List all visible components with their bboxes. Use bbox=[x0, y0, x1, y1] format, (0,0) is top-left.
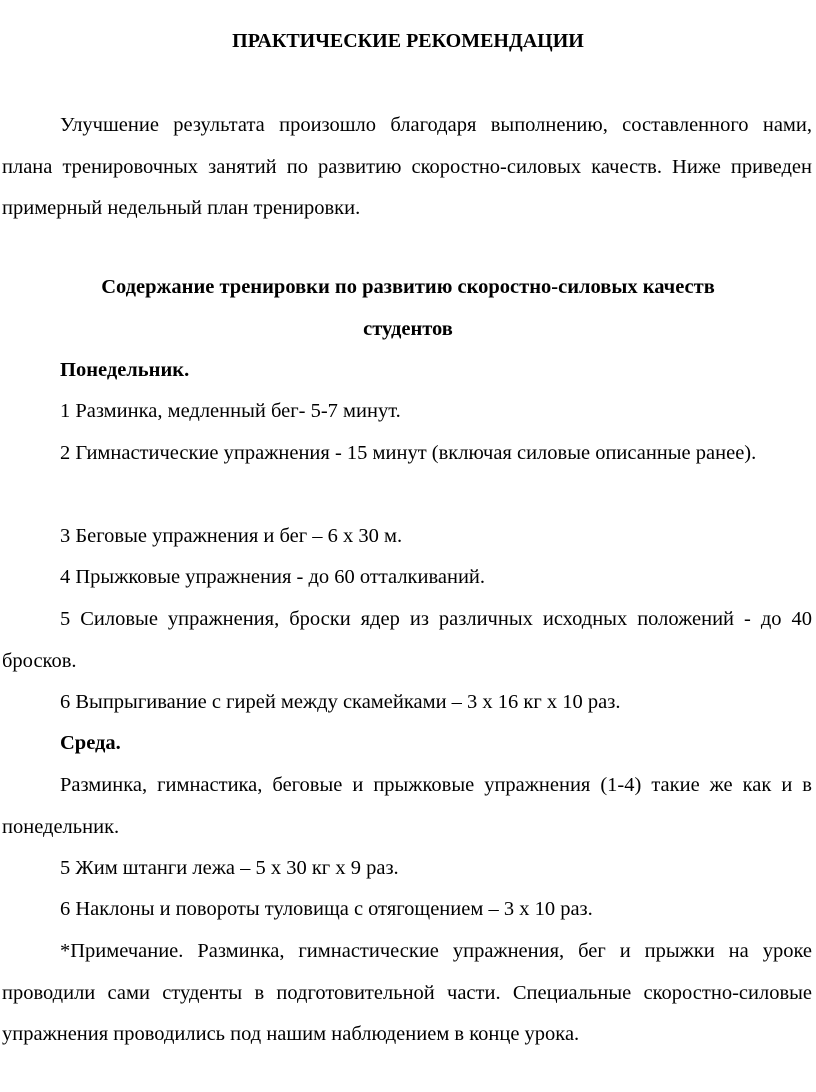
wednesday-item-1: Разминка, гимнастика, беговые и прыжковые упражнения (1-4) такие же как и в понедельник. bbox=[2, 774, 812, 838]
monday-item-6: 6 Выпрыгивание с гирей между скамейками – 3 х 16 кг х 10 раз. bbox=[60, 691, 621, 713]
note-paragraph: *Примечание. Разминка, гимнастические упражнения, бег и прыжки на уроке проводили сами студенты в подготовительной части. Специальные скоростно-силовые упражнения проводились под нашим наблюдением в конце урока. bbox=[2, 940, 812, 1045]
page-title: ПРАКТИЧЕСКИЕ РЕКОМЕНДАЦИИ bbox=[232, 30, 584, 52]
section-title-line1: Содержание тренировки по развитию скоростно-силовых качеств bbox=[101, 276, 715, 298]
monday-item-2: 2 Гимнастические упражнения - 15 минут (включая силовые описанные ранее). bbox=[60, 442, 757, 464]
monday-item-3: 3 Беговые упражнения и бег – 6 х 30 м. bbox=[60, 525, 403, 547]
monday-item-4: 4 Прыжковые упражнения - до 60 отталкиваний. bbox=[60, 566, 486, 588]
wednesday-item-3: 6 Наклоны и повороты туловища с отягощением – 3 х 10 раз. bbox=[60, 898, 593, 920]
monday-heading: Понедельник. bbox=[60, 359, 190, 381]
intro-paragraph: Улучшение результата произошло благодаря выполнению, составленного нами, плана тренировочных занятий по развитию скоростно-силовых качеств. Ниже приведен примерный недельный план тренировки. bbox=[2, 114, 812, 219]
wednesday-heading: Среда. bbox=[60, 732, 121, 754]
monday-item-1: 1 Разминка, медленный бег- 5-7 минут. bbox=[60, 400, 401, 422]
section-title-line2: студентов bbox=[363, 318, 453, 340]
wednesday-item-2: 5 Жим штанги лежа – 5 х 30 кг х 9 раз. bbox=[60, 857, 399, 879]
monday-item-5: 5 Силовые упражнения, броски ядер из различных исходных положений - до 40 бросков. bbox=[2, 608, 812, 672]
